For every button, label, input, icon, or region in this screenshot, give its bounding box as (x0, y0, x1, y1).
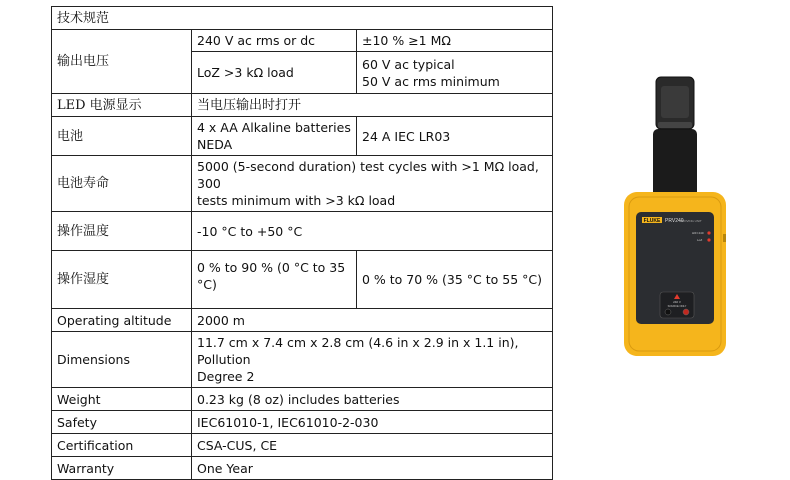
led1-label: HIFI 240 (692, 231, 704, 235)
humidity-value-1: 0 % to 90 % (0 °C to 35 °C) (192, 251, 357, 309)
dimensions-value (192, 332, 553, 388)
minimum-line: 50 V ac rms minimum (362, 73, 500, 89)
terminal-right (683, 309, 689, 315)
humidity-value-2: 0 % to 70 % (35 °C to 55 °C) (357, 251, 553, 309)
weight-value: 0.23 kg (8 oz) includes batteries (192, 388, 553, 411)
label-altitude: Operating altitude (52, 309, 192, 332)
label-led: LED 电源显示 (52, 94, 192, 117)
safety-value: IEC61010-1, IEC61010-2-030 (192, 411, 553, 434)
label-op-temp: 操作温度 (52, 212, 192, 251)
label-warranty: Warranty (52, 457, 192, 480)
side-jack (723, 234, 726, 242)
label-safety: Safety (52, 411, 192, 434)
spec-table (51, 6, 553, 480)
label-weight: Weight (52, 388, 192, 411)
label-dimensions: Dimensions (52, 332, 192, 388)
led-indicator-2 (707, 238, 710, 241)
warranty-value: One Year (192, 457, 553, 480)
output-voltage-typical (357, 52, 553, 94)
battery-value-1 (192, 117, 357, 156)
certification-value: CSA-CUS, CE (192, 434, 553, 457)
label-battery: 电池 (52, 117, 192, 156)
battery-line-1: 4 x AA Alkaline batteries (197, 120, 351, 135)
altitude-value: 2000 m (192, 309, 553, 332)
battery-life-line-1: 5000 (5-second duration) test cycles with >1 MΩ load, 300 (197, 159, 539, 191)
op-temp-value: -10 °C to +50 °C (192, 212, 553, 251)
fluke-prv240-device-image (620, 74, 730, 364)
led2-label: LoZ (697, 238, 703, 242)
battery-line-2: NEDA (197, 137, 233, 152)
model-label: PRV240 (665, 218, 684, 224)
output-voltage-loz: LoZ >3 kΩ load (192, 52, 357, 94)
battery-value-2: 24 A IEC LR03 (357, 117, 553, 156)
label-output-voltage: 输出电压 (52, 30, 192, 94)
table-title: 技术规范 (52, 7, 553, 30)
clip-panel (661, 86, 689, 118)
label-battery-life: 电池寿命 (52, 156, 192, 212)
dimensions-line-2: Degree 2 (197, 369, 255, 384)
output-voltage-tolerance: ±10 % ≥1 MΩ (357, 30, 553, 52)
clip-base (658, 122, 692, 128)
label-certification: Certification (52, 434, 192, 457)
led-value: 当电压输出时打开 (192, 94, 553, 117)
label-op-humidity: 操作湿度 (52, 251, 192, 309)
typical-line: 60 V ac typical (362, 56, 455, 72)
dimensions-line-1: 11.7 cm x 7.4 cm x 2.8 cm (4.6 in x 2.9 in x 1.1 in), Pollution (197, 335, 519, 367)
model-subtitle: PROVING UNIT (680, 219, 702, 223)
terminal-left (665, 309, 671, 315)
port-label: 240 V (673, 300, 681, 304)
battery-life-line-2: tests minimum with >3 kΩ load (197, 193, 396, 208)
battery-life-value (192, 156, 553, 212)
source-label: SOURCE ONLY (667, 305, 687, 308)
led-indicator-1 (707, 231, 710, 234)
output-voltage-value-1: 240 V ac rms or dc (192, 30, 357, 52)
brand-logo: FLUKE (643, 218, 661, 224)
